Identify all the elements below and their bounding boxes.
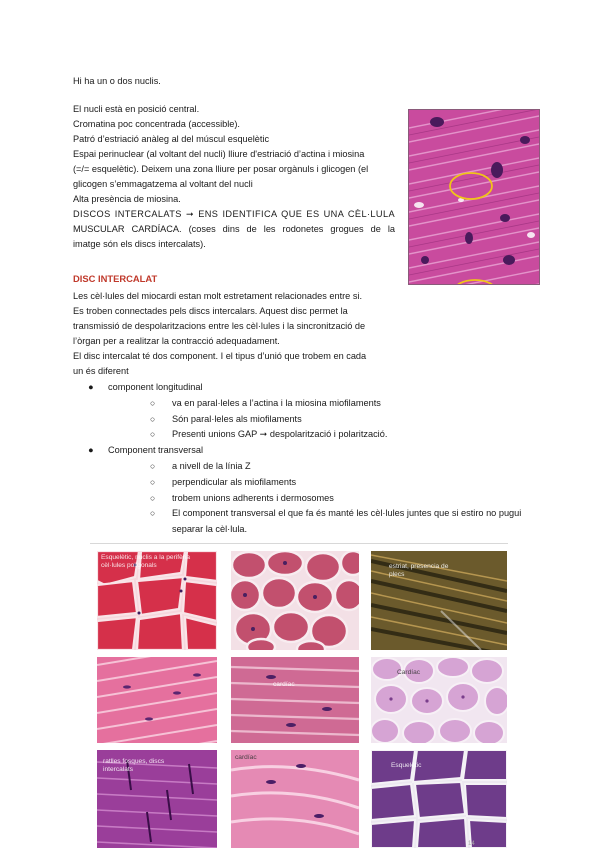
divider (90, 543, 508, 544)
page-number: 14 (468, 841, 475, 847)
text-line: DISCOS INTERCALATS ➞ ENS IDENTIFICA QUE ES UNA CÈL·LULA (73, 209, 395, 219)
sub-bullet-icon: ○ (150, 413, 156, 424)
section-heading: DISC INTERCALAT (73, 273, 158, 284)
component-list (88, 380, 548, 538)
text-line: Alta presència de miosina. (73, 194, 181, 204)
micrograph-skeletal-purple-cross-section (371, 750, 507, 848)
micrograph-cardiac-intercalated-lines (97, 750, 217, 848)
sub-bullet-icon: ○ (150, 476, 156, 487)
text-line: Cromatina poc concentrada (accessible). (73, 119, 240, 129)
micrograph-cardiac-branching (231, 750, 359, 848)
figure-caption: cardíac (273, 681, 295, 688)
sub-list-item-text: a nivell de la línia Z (172, 460, 251, 471)
list-item (88, 443, 548, 538)
figure-caption: ratlles fosques, discs intercalats (103, 758, 165, 773)
micrograph-striated-longitudinal-dark (371, 551, 507, 650)
text-line: glicogen s’emmagatzema al voltant del nucli (73, 179, 253, 189)
micrograph-cardiac-cross-section (231, 551, 359, 650)
figure-caption: Esquelètic (391, 762, 422, 769)
sub-list (108, 459, 548, 538)
figure-caption: Cardíac (397, 669, 421, 676)
intro-text: Hi ha un o dos nuclis. (73, 76, 161, 86)
text-line: Patró d’estriació anàleg al del múscul esquelètic (73, 134, 270, 144)
sub-list-item-text: va en paral·leles a l’actina i la miosina miofilaments (172, 397, 381, 408)
micrograph-skeletal-longitudinal (97, 657, 217, 743)
list-item-label: component longitudinal (108, 382, 203, 392)
sub-list-item (108, 427, 548, 443)
text-line: MUSCULAR CARDÍACA. (coses dins de les rodonetes grogues de la (73, 224, 395, 234)
text-line: transmissió de despolaritzacions entre les cèl·lules i la sincronització de (73, 321, 366, 331)
text-line: Les cèl·lules del miocardi estan molt estretament relacionades entre si. (73, 291, 363, 301)
nucleus-description (73, 102, 395, 252)
sub-list-item-text: El component transversal el que fa és manté les cèl·lules juntes que si estiro no pugui separar la cèl·lula. (172, 508, 522, 535)
text-line: (=/= esquelètic). Deixem una zona lliure per posar orgànuls i glicogen (el (73, 164, 369, 174)
sub-list-item-text: trobem unions adherents i dermosomes (172, 492, 334, 503)
text-line: El disc intercalat té dos component. I el tipus d’unió que trobem en cada (73, 351, 367, 361)
text-line: Espai perinuclear (al voltant del nucli) lliure d'estriació d’actina i miosina (73, 149, 365, 159)
figure-caption: Esquelètic, nuclis a la perifèria cèl·lules poligonals (101, 554, 191, 569)
sub-list (108, 396, 548, 443)
text-line: un és diferent (73, 366, 129, 376)
text-line: El nucli està en posició central. (73, 104, 200, 114)
micrograph-cardiac-longitudinal (231, 657, 359, 743)
sub-list-item (108, 412, 548, 428)
text-line: Es troben connectades pels discs intercalars. Aquest disc permet la (73, 306, 348, 316)
sub-bullet-icon: ○ (150, 460, 156, 471)
sub-bullet-icon: ○ (150, 492, 156, 503)
intercalated-disc-description (73, 289, 399, 379)
list-item-label: Component transversal (108, 445, 203, 456)
sub-list-item (108, 491, 548, 507)
sub-list-item (108, 459, 548, 475)
sub-bullet-icon: ○ (150, 429, 156, 440)
bullet-icon: ● (88, 445, 94, 456)
micrograph-smooth-cross-section (371, 657, 507, 743)
text-line: l’òrgan per a realitzar la contracció adequadament. (73, 336, 280, 346)
micrograph-cardiac-intercalated-discs (408, 109, 540, 285)
text-line: imatge són els discs intercalats). (73, 239, 206, 249)
sub-list-item (108, 475, 548, 491)
sub-list-item-text: Són paral·leles als miofilaments (172, 413, 302, 424)
figure-caption: estriat, presencia de plecs (389, 563, 449, 578)
sub-list-item (108, 506, 548, 538)
sub-list-item-text: Presenti unions GAP ➞ despolarització i polarització. (172, 429, 388, 440)
bullet-icon: ● (88, 382, 94, 392)
list-item (88, 380, 548, 443)
micrograph-skeletal-cross-section (97, 551, 217, 650)
micrograph-grid (97, 551, 507, 848)
sub-list-item-text: perpendicular als miofilaments (172, 476, 297, 487)
sub-bullet-icon: ○ (150, 397, 156, 408)
sub-list-item (108, 396, 548, 412)
figure-caption: cardíac (235, 754, 257, 761)
sub-bullet-icon: ○ (150, 508, 156, 519)
